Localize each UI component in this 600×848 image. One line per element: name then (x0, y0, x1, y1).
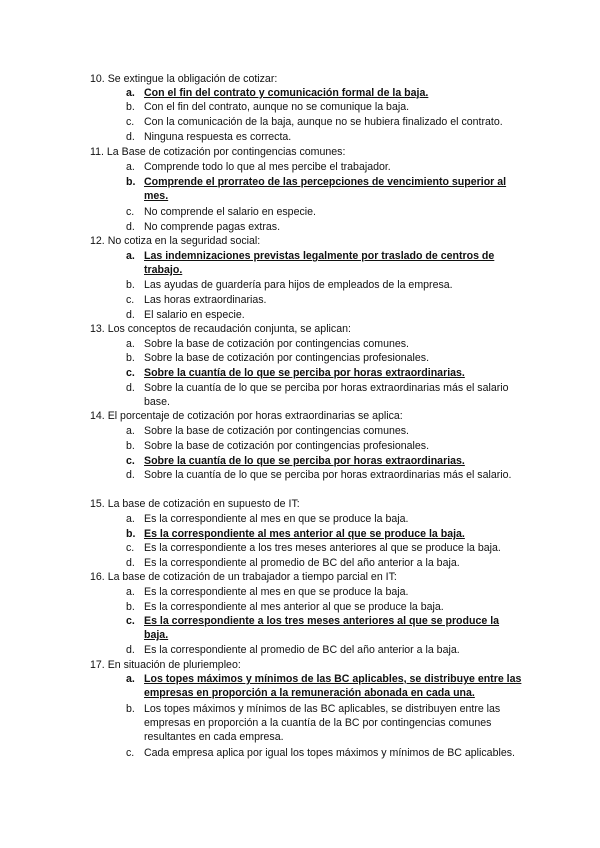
option-letter: c. (126, 294, 135, 306)
option-text: Ninguna respuesta es correcta. (144, 131, 292, 143)
option-text: Las horas extraordinarias. (144, 294, 267, 306)
option-text: Los topes máximos y mínimos de las BC aplicables, se distribuye entre las empresas en proporción a la remuneración abonada en cada una. (144, 673, 522, 699)
option-text: Es la correspondiente al mes anterior al que se produce la baja. (144, 528, 465, 540)
question-14 (90, 409, 403, 423)
question-text: La base de cotización en supuesto de IT: (107, 498, 300, 510)
question-text: Se extingue la obligación de cotizar: (107, 73, 278, 85)
option-letter: a. (126, 87, 135, 99)
option-letter: b. (126, 352, 135, 364)
option-text: Comprende todo lo que al mes percibe el trabajador. (144, 161, 391, 173)
option-15-d (126, 556, 526, 570)
option-text: Sobre la cuantía de lo que se perciba por horas extraordinarias más el salario. (144, 469, 512, 481)
option-letter: c. (126, 455, 135, 467)
question-number: 15. (90, 498, 105, 510)
option-text: Cada empresa aplica por igual los topes máximos y mínimos de BC aplicables. (144, 747, 515, 759)
option-13-a (126, 337, 526, 351)
option-12-c (126, 293, 526, 307)
question-number: 11. (90, 146, 104, 158)
question-number: 10. (90, 73, 105, 85)
option-letter: a. (126, 586, 135, 598)
option-text: Comprende el prorrateo de las percepciones de vencimiento superior al mes. (144, 176, 507, 202)
option-text: Las ayudas de guardería para hijos de empleados de la empresa. (144, 279, 453, 291)
option-11-c (126, 205, 526, 219)
option-text: No comprende el salario en especie. (144, 206, 316, 218)
option-text: El salario en especie. (144, 309, 245, 321)
option-11-d (126, 220, 526, 234)
option-16-a (126, 585, 526, 599)
option-text: Sobre la base de cotización por contingencias comunes. (144, 338, 410, 350)
question-10 (90, 72, 277, 86)
option-letter: c. (126, 367, 135, 379)
option-letter: a. (126, 425, 135, 437)
option-10-d (126, 130, 526, 144)
option-letter: a. (126, 513, 135, 525)
option-text: Con el fin del contrato y comunicación formal de la baja. (144, 87, 429, 99)
option-letter: a. (126, 161, 135, 173)
option-text: Sobre la base de cotización por contingencias profesionales. (144, 440, 430, 452)
question-16 (90, 570, 397, 584)
option-13-b (126, 351, 526, 365)
option-14-a (126, 424, 526, 438)
option-13-c (126, 366, 526, 380)
option-text: Es la correspondiente a los tres meses anteriores al que se produce la baja. (144, 615, 500, 641)
question-text: No cotiza en la seguridad social: (107, 235, 261, 247)
question-text: El porcentaje de cotización por horas extraordinarias se aplica: (107, 410, 403, 422)
option-16-c (126, 614, 526, 642)
option-letter: b. (126, 440, 135, 452)
question-number: 14. (90, 410, 105, 422)
question-13 (90, 322, 351, 336)
option-15-c (126, 541, 526, 555)
question-11 (90, 145, 345, 159)
option-17-b (126, 702, 526, 744)
question-number: 17. (90, 659, 105, 671)
question-17 (90, 658, 241, 672)
option-letter: b. (126, 101, 135, 113)
option-letter: a. (126, 250, 135, 262)
option-text: No comprende pagas extras. (144, 221, 281, 233)
option-14-d (126, 468, 526, 482)
option-letter: a. (126, 338, 135, 350)
option-letter: c. (126, 542, 135, 554)
option-letter: b. (126, 176, 136, 188)
option-text: Es la correspondiente al mes en que se produce la baja. (144, 513, 409, 525)
option-16-b (126, 600, 526, 614)
option-14-c (126, 454, 526, 468)
option-text: Con el fin del contrato, aunque no se comunique la baja. (144, 101, 410, 113)
option-letter: d. (126, 469, 135, 481)
option-letter: d. (126, 382, 135, 394)
option-10-c (126, 115, 526, 129)
option-text: Sobre la cuantía de lo que se perciba por horas extraordinarias más el salario base. (144, 382, 509, 408)
option-15-b (126, 527, 526, 541)
option-11-a (126, 160, 526, 174)
question-text: La Base de cotización por contingencias comunes: (106, 146, 346, 158)
option-letter: d. (126, 644, 135, 656)
option-11-b (126, 175, 526, 203)
option-text: Es la correspondiente a los tres meses anteriores al que se produce la baja. (144, 542, 501, 554)
question-number: 16. (90, 571, 105, 583)
option-10-b (126, 100, 526, 114)
option-letter: d. (126, 221, 135, 233)
option-12-b (126, 278, 526, 292)
option-16-d (126, 643, 526, 657)
option-text: Sobre la cuantía de lo que se perciba por horas extraordinarias. (144, 367, 465, 379)
option-letter: a. (126, 673, 135, 685)
option-letter: c. (126, 206, 135, 218)
option-17-c (126, 746, 526, 760)
question-15 (90, 497, 300, 511)
option-text: Sobre la base de cotización por contingencias comunes. (144, 425, 410, 437)
option-text: Es la correspondiente al mes en que se produce la baja. (144, 586, 409, 598)
option-13-d (126, 381, 526, 409)
option-letter: b. (126, 528, 136, 540)
option-letter: d. (126, 557, 135, 569)
option-letter: c. (126, 615, 135, 627)
question-12 (90, 234, 260, 248)
question-text: Los conceptos de recaudación conjunta, se aplican: (107, 323, 351, 335)
option-15-a (126, 512, 526, 526)
option-17-a (126, 672, 526, 700)
option-letter: b. (126, 703, 135, 715)
option-12-d (126, 308, 526, 322)
option-text: Sobre la cuantía de lo que se perciba por horas extraordinarias. (144, 455, 465, 467)
option-text: Con la comunicación de la baja, aunque no se hubiera finalizado el contrato. (144, 116, 503, 128)
question-number: 13. (90, 323, 105, 335)
option-letter: b. (126, 601, 135, 613)
option-text: Es la correspondiente al mes anterior al que se produce la baja. (144, 601, 444, 613)
option-text: Las indemnizaciones previstas legalmente por traslado de centros de trabajo. (144, 250, 495, 276)
option-text: Es la correspondiente al promedio de BC del año anterior a la baja. (144, 557, 460, 569)
option-letter: c. (126, 116, 135, 128)
option-12-a (126, 249, 526, 277)
option-letter: d. (126, 131, 135, 143)
question-text: La base de cotización de un trabajador a tiempo parcial en IT: (107, 571, 397, 583)
option-10-a (126, 86, 526, 100)
option-letter: b. (126, 279, 135, 291)
option-text: Sobre la base de cotización por contingencias profesionales. (144, 352, 430, 364)
option-text: Es la correspondiente al promedio de BC del año anterior a la baja. (144, 644, 460, 656)
option-14-b (126, 439, 526, 453)
option-letter: c. (126, 747, 135, 759)
option-letter: d. (126, 309, 135, 321)
question-number: 12. (90, 235, 105, 247)
question-text: En situación de pluriempleo: (107, 659, 241, 671)
option-text: Los topes máximos y mínimos de las BC aplicables, se distribuyen entre las empresas en proporción a la cuantía de la BC por contingencias comunes resultantes en cada empresa. (144, 703, 501, 743)
